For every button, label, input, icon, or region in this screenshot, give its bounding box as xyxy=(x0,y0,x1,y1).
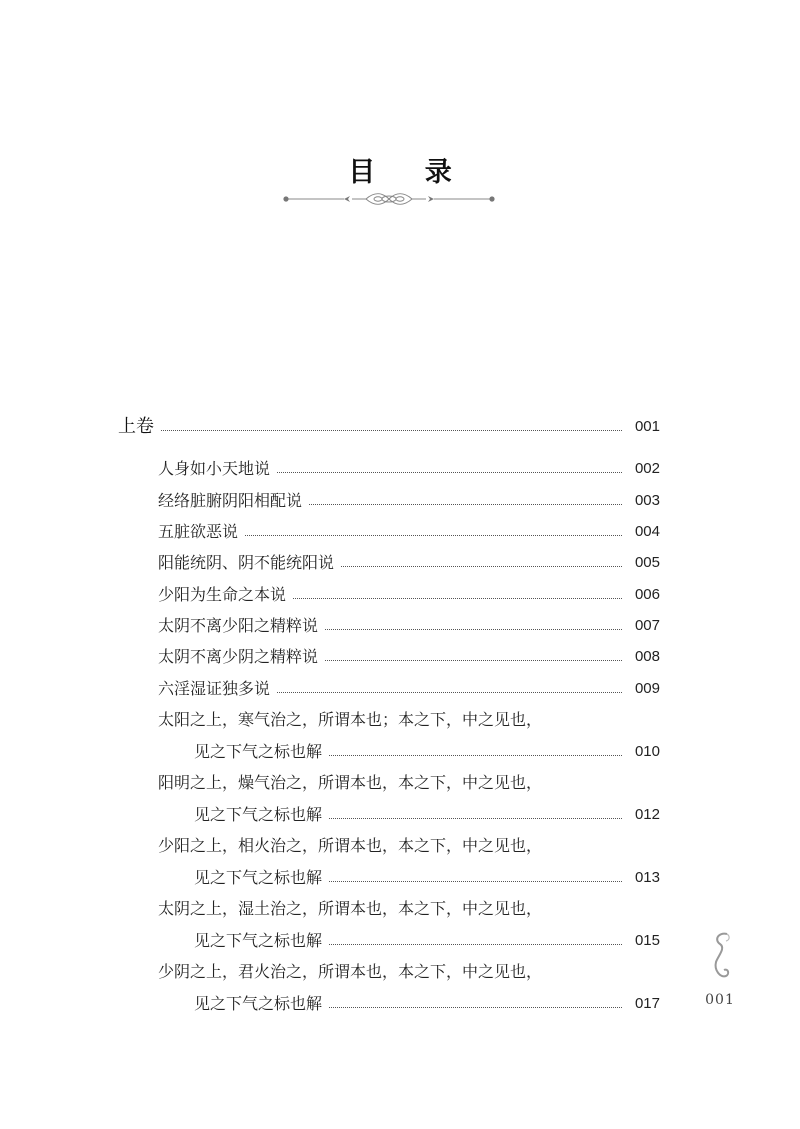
toc-page-number: 017 xyxy=(634,995,660,1012)
toc-page-number: 006 xyxy=(634,586,660,603)
toc-entry[interactable] xyxy=(0,739,800,765)
toc-entry[interactable] xyxy=(0,865,800,891)
toc-entry-label: 少阴之上，君火治之，所谓本也，本之下，中之见也， xyxy=(158,959,548,985)
page-title: 目 录 xyxy=(348,157,472,188)
toc-page-number: 012 xyxy=(634,806,660,823)
toc-entry-first-line xyxy=(0,833,800,859)
toc-entry[interactable] xyxy=(0,582,800,608)
toc-entry[interactable] xyxy=(0,644,800,670)
toc-entry-label-continued: 见之下气之标也解 xyxy=(194,865,328,891)
title-divider-ornament xyxy=(282,189,496,209)
toc-entry[interactable] xyxy=(0,519,800,545)
toc-entry-label: 太阴不离少阳之精粹说 xyxy=(158,613,324,639)
toc-page-number: 001 xyxy=(634,418,660,435)
toc-page-number: 002 xyxy=(634,460,660,477)
toc-entry[interactable] xyxy=(0,488,800,514)
toc-page-number: 007 xyxy=(634,617,660,634)
dot-leader xyxy=(118,430,622,431)
toc-entry-label: 经络脏腑阴阳相配说 xyxy=(158,488,308,514)
toc-entry-label-continued: 见之下气之标也解 xyxy=(194,802,328,828)
toc-entry-label: 六淫湿证独多说 xyxy=(158,676,276,702)
toc-section-label: 上卷 xyxy=(118,414,160,440)
toc-entry-first-line xyxy=(0,707,800,733)
toc-entry-label: 阳明之上，燥气治之，所谓本也，本之下，中之见也， xyxy=(158,770,548,796)
toc-page-number: 015 xyxy=(634,932,660,949)
toc-entry[interactable] xyxy=(0,928,800,954)
toc-entry-first-line xyxy=(0,896,800,922)
toc-entry-label: 五脏欲恶说 xyxy=(158,519,244,545)
toc-page-number: 005 xyxy=(634,554,660,571)
toc-entry[interactable] xyxy=(0,676,800,702)
toc-entry[interactable] xyxy=(0,456,800,482)
toc-entry-label: 少阳为生命之本说 xyxy=(158,582,292,608)
toc-entry-label: 人身如小天地说 xyxy=(158,456,276,482)
toc-page-number: 008 xyxy=(634,648,660,665)
flourish-ornament xyxy=(708,930,734,982)
toc-entry-label-continued: 见之下气之标也解 xyxy=(194,991,328,1017)
toc-entry-label-continued: 见之下气之标也解 xyxy=(194,739,328,765)
toc-entry[interactable] xyxy=(0,991,800,1017)
toc-entry-first-line xyxy=(0,770,800,796)
toc-entry-label: 太阴不离少阴之精粹说 xyxy=(158,644,324,670)
toc-entry[interactable] xyxy=(0,550,800,576)
toc-entry-label: 少阳之上，相火治之，所谓本也，本之下，中之见也， xyxy=(158,833,548,859)
toc-entry-label: 阳能统阴、阴不能统阳说 xyxy=(158,550,340,576)
toc-page-number: 009 xyxy=(634,680,660,697)
toc-entry-label: 太阴之上，湿土治之，所谓本也，本之下，中之见也， xyxy=(158,896,548,922)
toc-section-entry[interactable] xyxy=(0,414,800,440)
toc-page-number: 010 xyxy=(634,743,660,760)
toc-entry-label-continued: 见之下气之标也解 xyxy=(194,928,328,954)
toc-entry[interactable] xyxy=(0,613,800,639)
toc-entry-first-line xyxy=(0,959,800,985)
toc-page-number: 004 xyxy=(634,523,660,540)
toc-entry[interactable] xyxy=(0,802,800,828)
folio-page-number: 001 xyxy=(705,992,735,1008)
toc-page-number: 013 xyxy=(634,869,660,886)
toc-entry-label: 太阳之上，寒气治之，所谓本也；本之下，中之见也， xyxy=(158,707,548,733)
toc-page-number: 003 xyxy=(634,492,660,509)
